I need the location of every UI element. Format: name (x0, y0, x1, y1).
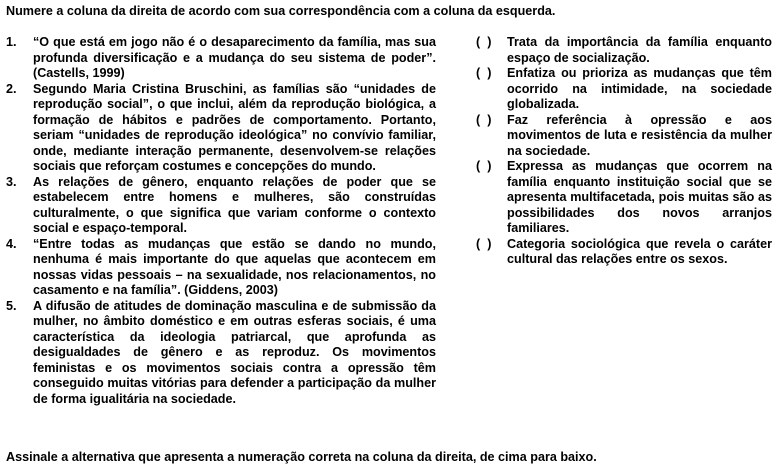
item-text: Trata da importância da família enquanto espaço de socialização. (507, 35, 772, 65)
answer-blank[interactable]: ( ) (476, 112, 492, 127)
item-text: A difusão de atitudes de dominação masculina e de submissão da mulher, no âmbito doméstico e em outras esferas sociais, é uma característica da ideologia patriarcal, que aprofunda as desigualdades de gênero e as reproduz. Os movimentos feministas e os movimentos sociais contra a opressão têm conseguido muitas vitórias para defender a participação da mulher de forma igualitária na sociedade. (33, 298, 436, 406)
answer-blank[interactable]: ( ) (476, 66, 492, 80)
left-item-5 (6, 299, 436, 408)
right-column (476, 35, 772, 268)
left-item-3 (6, 175, 436, 237)
left-item-2 (6, 82, 436, 175)
item-number: 1. (6, 35, 17, 49)
right-item-5 (476, 237, 772, 268)
right-item-4 (476, 159, 772, 237)
item-text: Expressa as mudanças que ocorrem na família enquanto instituição social que se apresenta multifacetada, pois muitas são as possibilidades dos novos arranjos familiares. (507, 159, 772, 235)
item-number: 3. (6, 174, 17, 189)
answer-blank[interactable]: ( ) (476, 35, 492, 49)
item-number: 2. (6, 81, 17, 96)
item-number: 5. (6, 298, 17, 313)
answer-blank[interactable]: ( ) (476, 236, 492, 251)
right-item-1 (476, 35, 772, 66)
right-item-3 (476, 113, 772, 160)
item-text: Categoria sociológica que revela o caráter cultural das relações entre os sexos. (507, 236, 772, 266)
item-text: As relações de gênero, enquanto relações de poder que se estabelecem entre homens e mulheres, são construídas culturalmente, o que significa que variam conforme o contexto social e espaço-temporal. (33, 174, 436, 235)
item-text: “Entre todas as mudanças que estão se dando no mundo, nenhuma é mais importante do que aquelas que acontecem em nossas vidas pessoais – na sexualidade, nos relacionamentos, no casamento e na família”. (Giddens, 2003) (33, 236, 436, 297)
right-item-2 (476, 66, 772, 113)
item-text: Enfatiza ou prioriza as mudanças que têm ocorrido na intimidade, na sociedade globalizada. (507, 66, 772, 111)
left-column (6, 35, 436, 407)
answer-blank[interactable]: ( ) (476, 159, 492, 173)
item-text: “O que está em jogo não é o desaparecimento da família, mas sua profunda diversificação e a mudança do seu sistema de poder”. (Castells, 1999) (33, 35, 436, 80)
left-item-4 (6, 237, 436, 299)
instruction-text: Numere a coluna da direita de acordo com sua correspondência com a coluna da esquerda. (6, 4, 556, 18)
item-text: Faz referência à opressão e aos movimentos de luta e resistência da mulher na sociedade. (507, 112, 772, 158)
footer-instruction: Assinale a alternativa que apresenta a numeração correta na coluna da direita, de cima para baixo. (6, 450, 597, 464)
item-text: Segundo Maria Cristina Bruschini, as famílias são “unidades de reprodução social”, o que inclui, além da reprodução biológica, a formação de hábitos e padrões de comportamento. Portanto, seriam “unidades de reprodução ideológica” no convívio familiar, onde, mediante interação permanente, desenvolvem-se relações sociais que reforçam costumes e concepções do mundo. (33, 81, 436, 173)
left-item-1 (6, 35, 436, 82)
item-number: 4. (6, 236, 17, 251)
